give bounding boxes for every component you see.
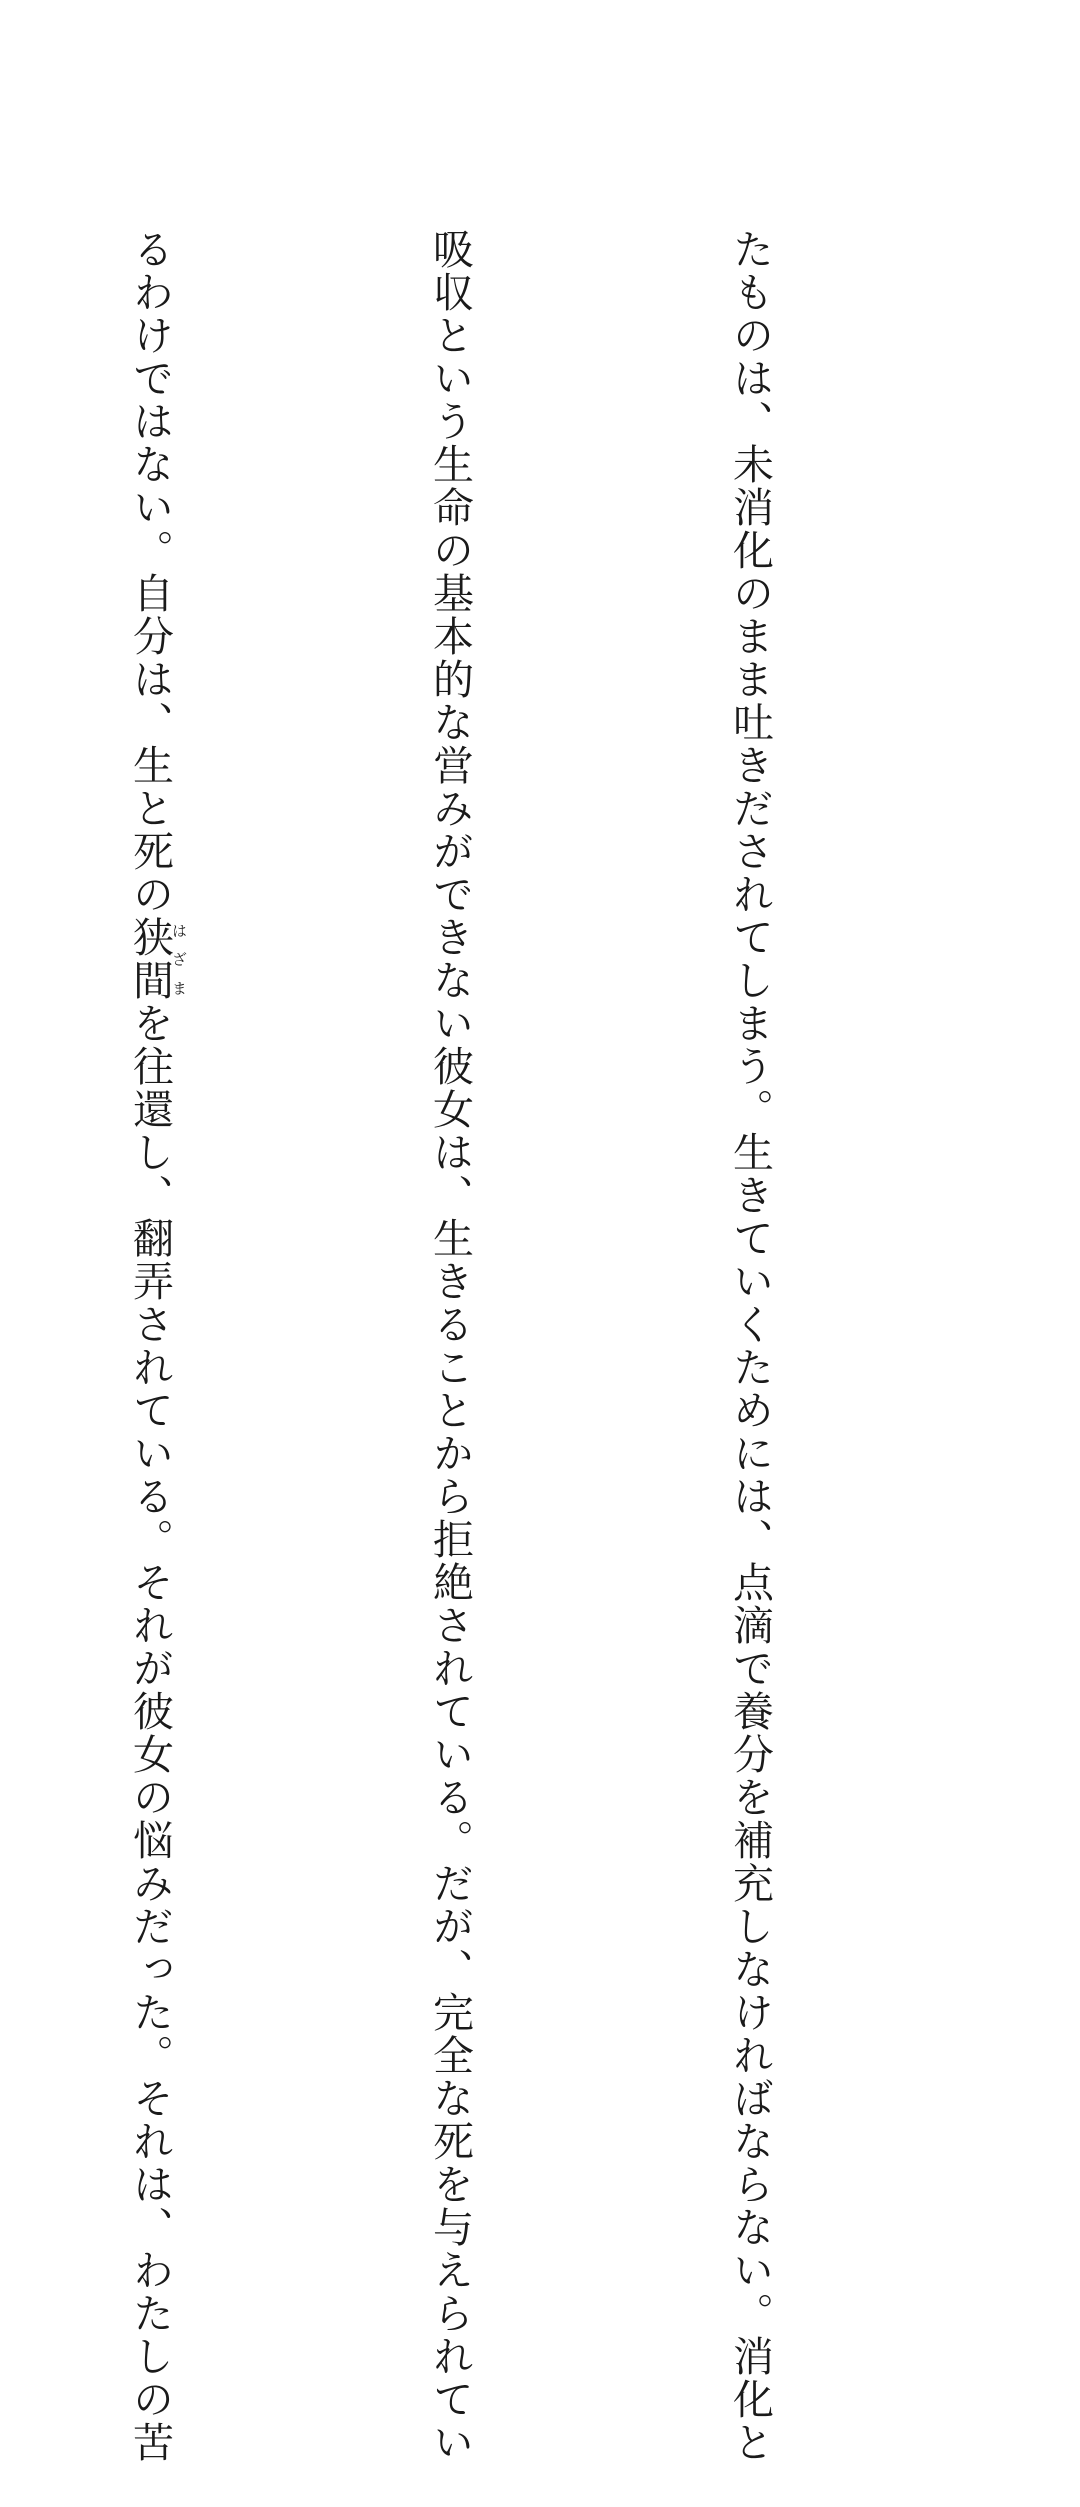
text-line-3-head: るわけではない。自分は、生と死の (126, 228, 174, 916)
text-line-1: たものは、未消化のまま吐きだされてしまう。生きていくためには、点滴で養分を補充しなければならない。消化と (726, 228, 774, 2464)
ruby-hazama-base: 狭間 (126, 916, 174, 1002)
ruby-hazama-reading: はざま (170, 916, 188, 1002)
text-line-3-tail: を往還し、翻弄されている。それが彼女の悩みだった。それは、わたしの苦 (126, 1002, 174, 2464)
text-line-3 (100, 228, 200, 2464)
text-line-2: 吸収という生命の基本的な営みができない彼女は、生きることから拒絶されている。だが、完全な死を与えられてい (426, 228, 474, 2464)
ruby-hazama (126, 916, 188, 1002)
vertical-text-block (0, 228, 1000, 2464)
